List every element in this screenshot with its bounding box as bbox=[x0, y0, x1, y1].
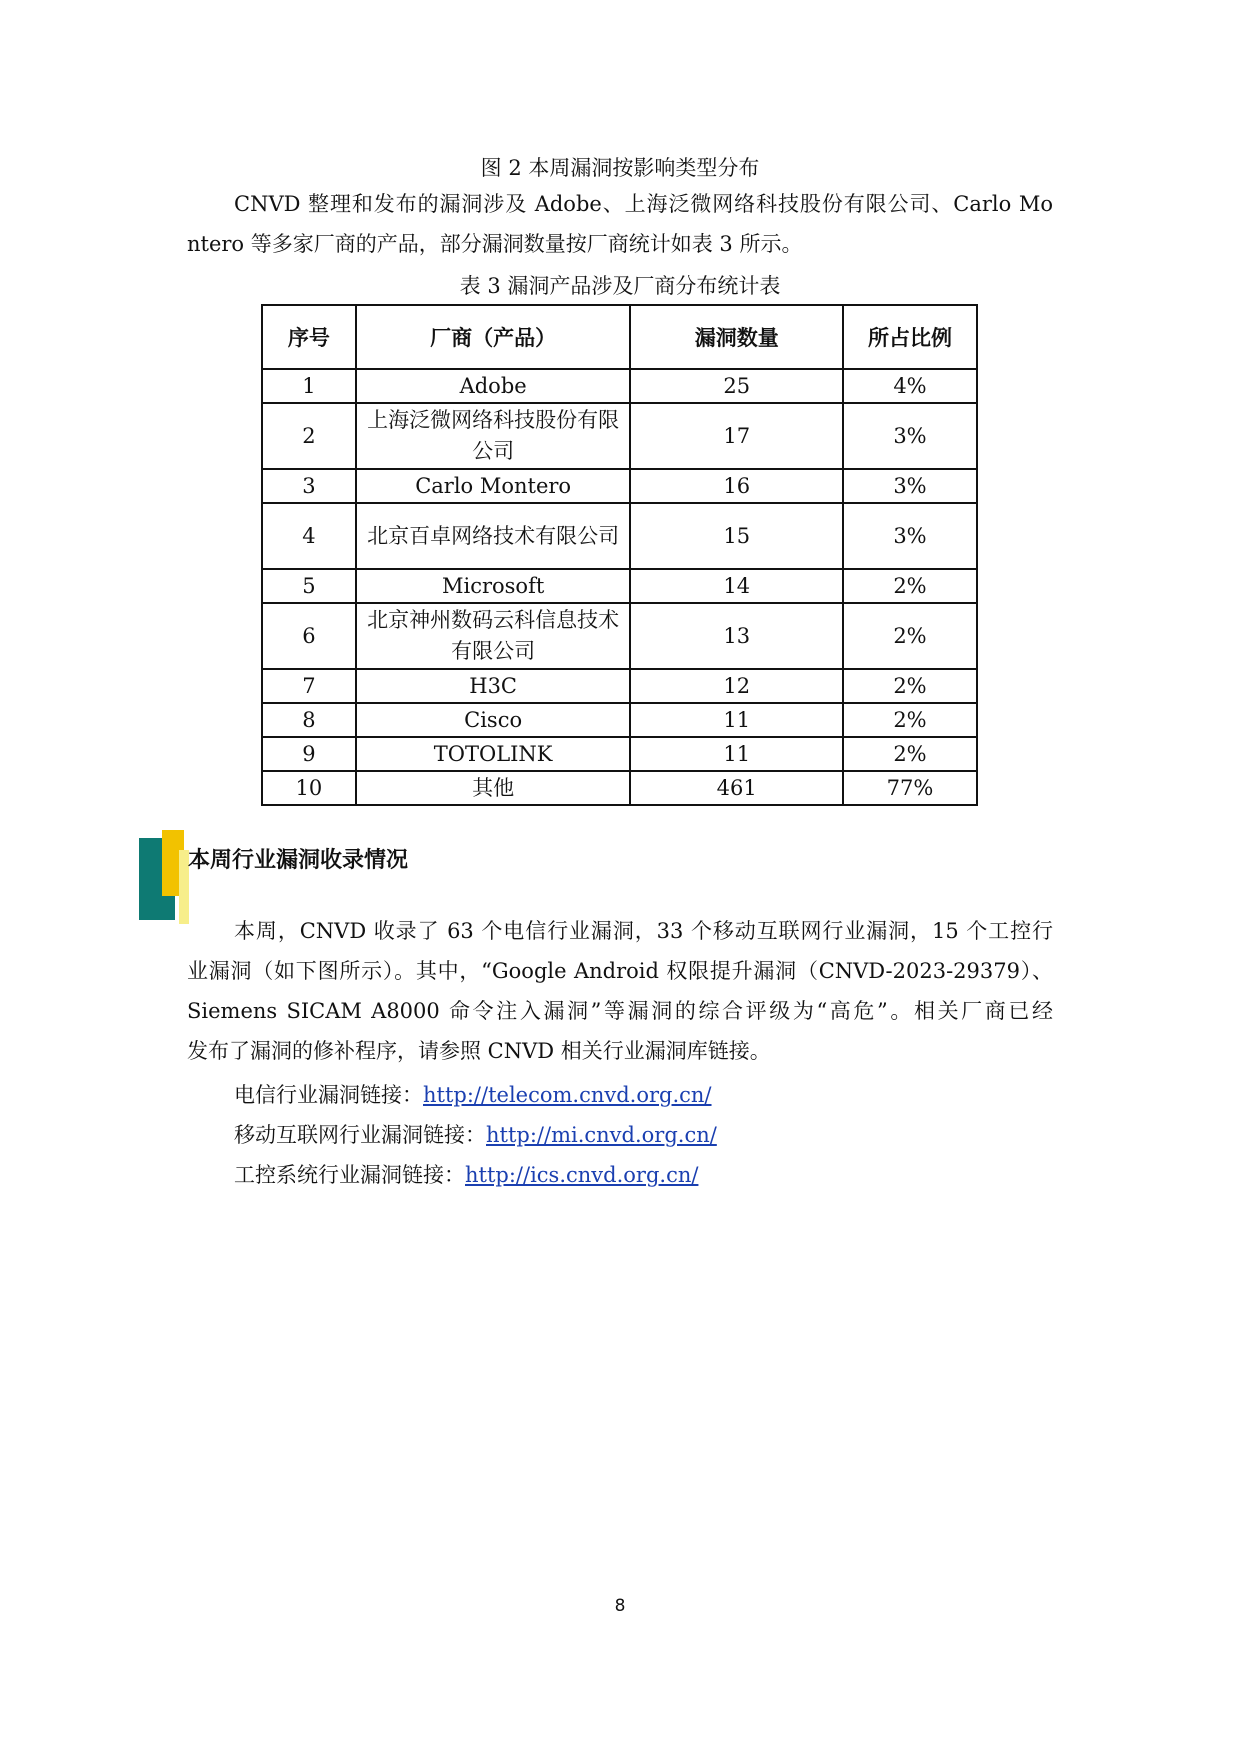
section-paragraph bbox=[187, 911, 1053, 1071]
cell-ratio: 3% bbox=[843, 403, 977, 469]
header-vendor: 厂商（产品） bbox=[356, 305, 631, 369]
cell-no: 9 bbox=[262, 737, 356, 771]
cell-vendor: TOTOLINK bbox=[356, 737, 631, 771]
ics-link[interactable]: http://ics.cnvd.org.cn/ bbox=[465, 1163, 699, 1187]
cell-count: 16 bbox=[630, 469, 842, 503]
section-line-1: 本周，CNVD 收录了 63 个电信行业漏洞，33 个移动互联网行业漏洞，15 个工控行 bbox=[234, 919, 1053, 943]
mobile-link-line bbox=[234, 1119, 717, 1149]
cell-ratio: 2% bbox=[843, 703, 977, 737]
section-line-4: 发布了漏洞的修补程序，请参照 CNVD 相关行业漏洞库链接。 bbox=[187, 1039, 771, 1063]
telecom-link-line bbox=[234, 1079, 712, 1109]
ics-link-label: 工控系统行业漏洞链接： bbox=[234, 1163, 465, 1187]
mobile-link-label: 移动互联网行业漏洞链接： bbox=[234, 1123, 486, 1147]
header-count: 漏洞数量 bbox=[630, 305, 842, 369]
cell-no: 8 bbox=[262, 703, 356, 737]
cell-vendor: Cisco bbox=[356, 703, 631, 737]
cell-no: 4 bbox=[262, 503, 356, 569]
cell-no: 1 bbox=[262, 369, 356, 403]
cell-count: 11 bbox=[630, 703, 842, 737]
cell-count: 13 bbox=[630, 603, 842, 669]
header-no: 序号 bbox=[262, 305, 356, 369]
cell-no: 10 bbox=[262, 771, 356, 805]
cell-ratio: 2% bbox=[843, 569, 977, 603]
cell-no: 3 bbox=[262, 469, 356, 503]
ics-link-line bbox=[234, 1159, 698, 1189]
section-line-2: 业漏洞（如下图所示）。其中，“Google Android 权限提升漏洞（CNVD-2023-29379）、 bbox=[187, 959, 1053, 983]
table-row bbox=[262, 403, 977, 469]
cell-count: 12 bbox=[630, 669, 842, 703]
cell-no: 2 bbox=[262, 403, 356, 469]
table-row bbox=[262, 469, 977, 503]
cell-ratio: 3% bbox=[843, 469, 977, 503]
table-row bbox=[262, 669, 977, 703]
cell-vendor: 北京百卓网络技术有限公司 bbox=[356, 503, 631, 569]
cell-no: 5 bbox=[262, 569, 356, 603]
cell-ratio: 2% bbox=[843, 603, 977, 669]
table-row bbox=[262, 737, 977, 771]
cell-vendor: 其他 bbox=[356, 771, 631, 805]
cell-count: 14 bbox=[630, 569, 842, 603]
telecom-link[interactable]: http://telecom.cnvd.org.cn/ bbox=[423, 1083, 712, 1107]
cell-count: 461 bbox=[630, 771, 842, 805]
cell-ratio: 2% bbox=[843, 737, 977, 771]
cell-vendor: Carlo Montero bbox=[356, 469, 631, 503]
vendor-stats-table bbox=[261, 304, 978, 806]
section-title: 本周行业漏洞收录情况 bbox=[188, 848, 409, 873]
table-row bbox=[262, 603, 977, 669]
section-line-3: Siemens SICAM A8000 命令注入漏洞”等漏洞的综合评级为“高危”。相关厂商已经 bbox=[187, 999, 1053, 1023]
page-number: 8 bbox=[614, 1596, 626, 1616]
cell-vendor: H3C bbox=[356, 669, 631, 703]
cell-vendor: 北京神州数码云科信息技术有限公司 bbox=[356, 603, 631, 669]
cell-count: 25 bbox=[630, 369, 842, 403]
cell-no: 7 bbox=[262, 669, 356, 703]
cell-count: 11 bbox=[630, 737, 842, 771]
figure-caption: 图 2 本周漏洞按影响类型分布 bbox=[480, 156, 760, 180]
table-row bbox=[262, 369, 977, 403]
cell-ratio: 2% bbox=[843, 669, 977, 703]
table-header-row bbox=[262, 305, 977, 369]
intro-paragraph bbox=[187, 184, 1053, 264]
cell-ratio: 4% bbox=[843, 369, 977, 403]
telecom-link-label: 电信行业漏洞链接： bbox=[234, 1083, 423, 1107]
table-caption: 表 3 漏洞产品涉及厂商分布统计表 bbox=[459, 274, 781, 298]
table-row bbox=[262, 771, 977, 805]
cell-ratio: 3% bbox=[843, 503, 977, 569]
cell-no: 6 bbox=[262, 603, 356, 669]
cell-ratio: 77% bbox=[843, 771, 977, 805]
intro-line-1: CNVD 整理和发布的漏洞涉及 Adobe、上海泛微网络科技股份有限公司、Carlo Mo bbox=[234, 192, 1053, 216]
table-row bbox=[262, 703, 977, 737]
cell-vendor: Microsoft bbox=[356, 569, 631, 603]
cell-count: 15 bbox=[630, 503, 842, 569]
mobile-link[interactable]: http://mi.cnvd.org.cn/ bbox=[486, 1123, 717, 1147]
cell-count: 17 bbox=[630, 403, 842, 469]
header-ratio: 所占比例 bbox=[843, 305, 977, 369]
table-row bbox=[262, 503, 977, 569]
intro-line-2: ntero 等多家厂商的产品，部分漏洞数量按厂商统计如表 3 所示。 bbox=[187, 232, 803, 256]
cell-vendor: Adobe bbox=[356, 369, 631, 403]
cell-vendor: 上海泛微网络科技股份有限公司 bbox=[356, 403, 631, 469]
table-row bbox=[262, 569, 977, 603]
